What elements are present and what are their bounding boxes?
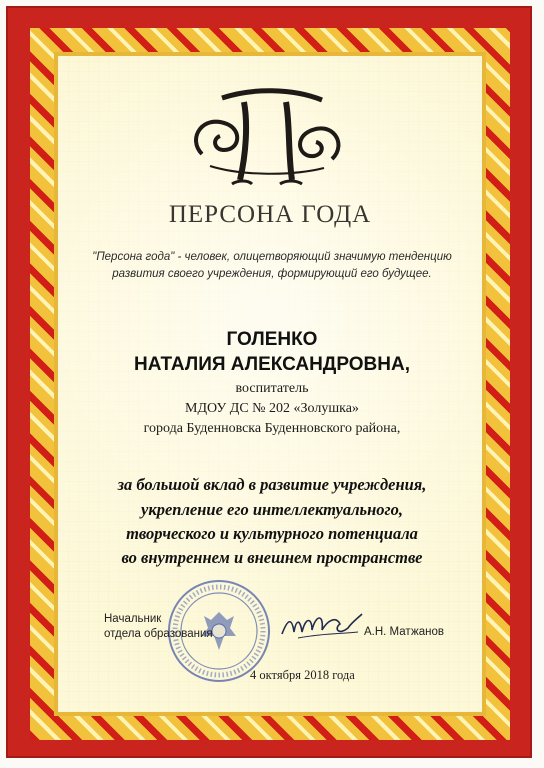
signatory-title-line: отдела образования [104,628,213,640]
recipient-position: воспитатель [235,381,309,396]
motto-text [80,249,464,283]
persona-title: ПЕРСОНА ГОДА [168,201,372,228]
recipient-given-names: НАТАЛИЯ АЛЕКСАНДРОВНА, [134,354,410,375]
motto-line: "Персона года" - человек, олицетворяющий значимую тенденцию [92,251,452,263]
issue-date: 4 октября 2018 года [250,668,355,682]
recipient-surname: ГОЛЕНКО [226,329,318,350]
handwritten-signature [278,604,364,646]
award-reason-line: за большой вклад в развитие учреждения, [117,475,427,494]
signatory-title-line: Начальник [104,613,162,625]
recipient-location: города Буденновска Буденновского района, [143,421,401,436]
award-reason-line: укрепление его интеллектуального, [141,500,403,519]
motto-line: развития своего учреждения, формирующий его будущее. [112,268,432,280]
award-reason-line: творческого и культурного потенциала [126,524,418,543]
recipient-organization: МДОУ ДС № 202 «Золушка» [185,401,359,416]
award-reason-line: во внутреннем и внешнем пространстве [121,548,423,567]
signatory-name: А.Н. Матжанов [364,626,445,638]
persona-monogram-logo [182,84,352,194]
signatory-position [104,612,213,642]
